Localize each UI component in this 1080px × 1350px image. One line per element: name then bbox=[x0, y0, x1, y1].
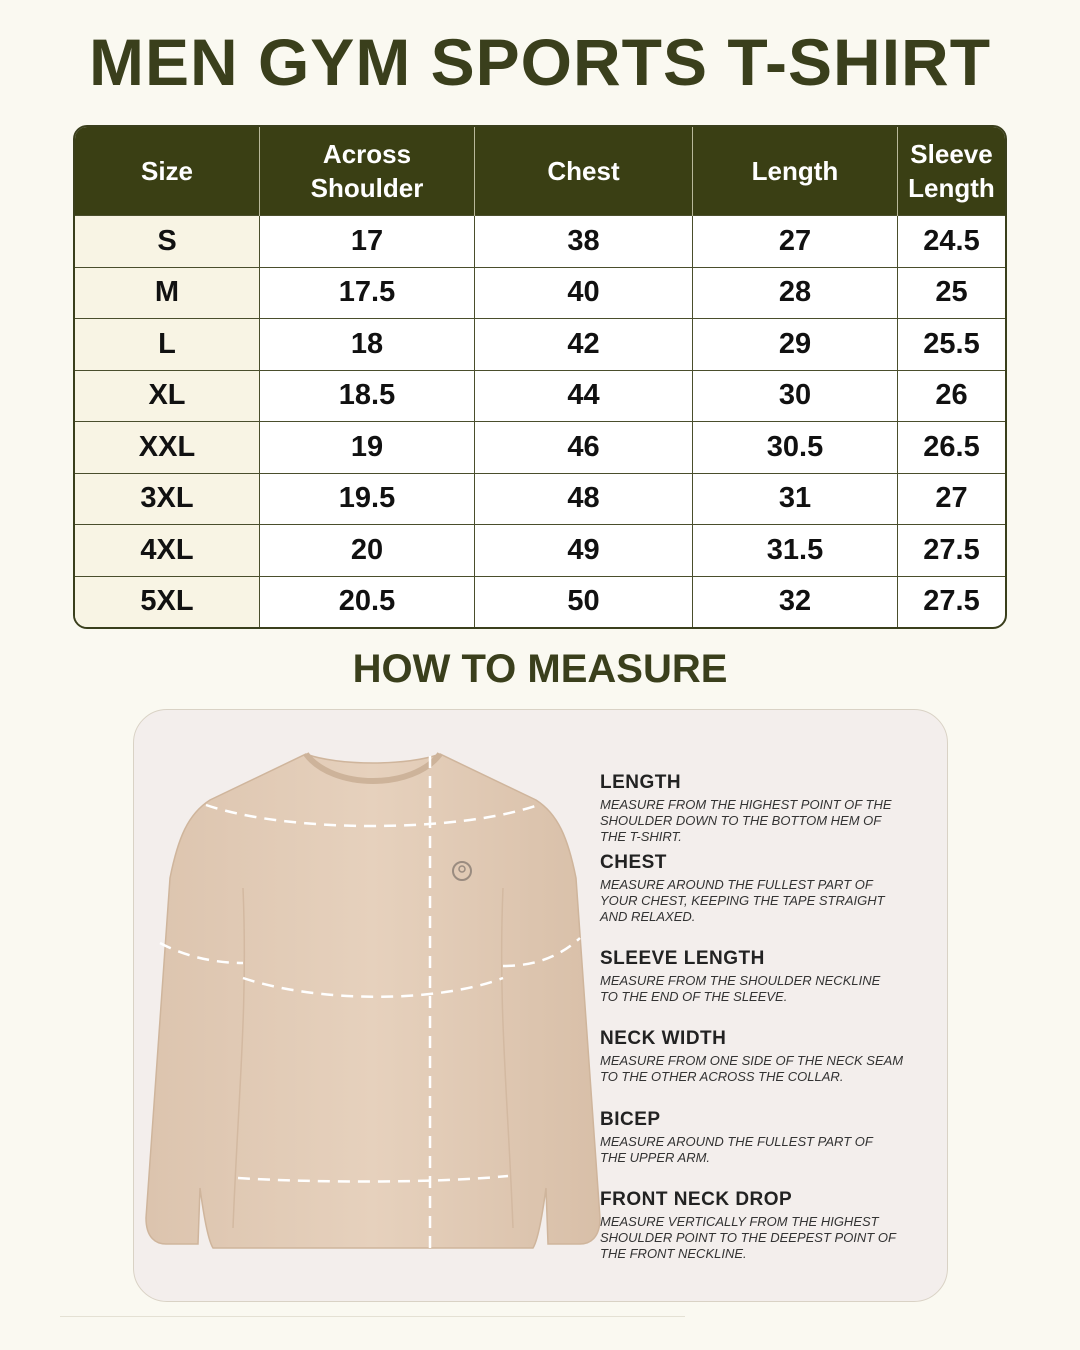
table-row bbox=[75, 422, 1005, 474]
measurement-cell: 27.5 bbox=[898, 525, 1006, 577]
size-chart-table bbox=[73, 125, 1007, 629]
instruction-desc: MEASURE AROUND THE FULLEST PART OF YOUR CHEST, KEEPING THE TAPE STRAIGHT AND RELAXED. bbox=[600, 877, 885, 924]
measurement-cell: 25.5 bbox=[898, 319, 1006, 371]
column-header bbox=[75, 127, 260, 216]
size-cell: L bbox=[75, 319, 260, 371]
size-cell: S bbox=[75, 216, 260, 268]
measurement-cell: 25 bbox=[898, 267, 1006, 319]
tshirt-illustration bbox=[138, 748, 608, 1258]
table-row bbox=[75, 216, 1005, 268]
instruction-neck-width bbox=[600, 1028, 920, 1085]
table-header-row bbox=[75, 127, 1005, 216]
instruction-desc: MEASURE FROM ONE SIDE OF THE NECK SEAM TO THE OTHER ACROSS THE COLLAR. bbox=[600, 1053, 904, 1084]
measurement-cell: 38 bbox=[475, 216, 693, 268]
measurement-cell: 28 bbox=[693, 267, 898, 319]
table-row bbox=[75, 267, 1005, 319]
size-cell: XL bbox=[75, 370, 260, 422]
header-line: Sleeve bbox=[910, 139, 993, 169]
instruction-sleeve-length bbox=[600, 948, 920, 1005]
column-header bbox=[260, 127, 475, 216]
divider bbox=[60, 1316, 685, 1317]
measurement-cell: 46 bbox=[475, 422, 693, 474]
instruction-title: NECK WIDTH bbox=[600, 1028, 727, 1049]
header-line: Length bbox=[908, 173, 995, 203]
table-row bbox=[75, 525, 1005, 577]
table-body bbox=[75, 216, 1005, 628]
measurement-cell: 30 bbox=[693, 370, 898, 422]
instruction-title: SLEEVE LENGTH bbox=[600, 948, 765, 969]
instruction-length bbox=[600, 772, 920, 845]
measurement-cell: 17 bbox=[260, 216, 475, 268]
measurement-cell: 26 bbox=[898, 370, 1006, 422]
measurement-cell: 40 bbox=[475, 267, 693, 319]
header-line: Shoulder bbox=[310, 173, 424, 203]
instruction-desc: MEASURE FROM THE HIGHEST POINT OF THE SHOULDER DOWN TO THE BOTTOM HEM OF THE T-SHIRT. bbox=[600, 797, 892, 844]
measurement-cell: 17.5 bbox=[260, 267, 475, 319]
table-row bbox=[75, 473, 1005, 525]
table-row bbox=[75, 576, 1005, 627]
header-line: Chest bbox=[547, 156, 620, 186]
measurement-cell: 26.5 bbox=[898, 422, 1006, 474]
size-cell: 4XL bbox=[75, 525, 260, 577]
measurement-cell: 19.5 bbox=[260, 473, 475, 525]
measurement-cell: 20 bbox=[260, 525, 475, 577]
instruction-desc: MEASURE AROUND THE FULLEST PART OF THE UPPER ARM. bbox=[600, 1134, 873, 1165]
instruction-title: CHEST bbox=[600, 852, 667, 873]
measurement-cell: 50 bbox=[475, 576, 693, 627]
how-to-measure-heading: HOW TO MEASURE bbox=[352, 647, 728, 691]
measurement-cell: 27 bbox=[693, 216, 898, 268]
measurement-cell: 30.5 bbox=[693, 422, 898, 474]
header-line: Length bbox=[751, 156, 839, 186]
tshirt-body bbox=[146, 754, 600, 1248]
measurement-cell: 31.5 bbox=[693, 525, 898, 577]
header-line: Across bbox=[322, 139, 412, 169]
measurement-cell: 19 bbox=[260, 422, 475, 474]
measurement-cell: 42 bbox=[475, 319, 693, 371]
measurement-cell: 18.5 bbox=[260, 370, 475, 422]
measurement-cell: 29 bbox=[693, 319, 898, 371]
size-cell: 5XL bbox=[75, 576, 260, 627]
measurement-cell: 32 bbox=[693, 576, 898, 627]
instruction-desc: MEASURE FROM THE SHOULDER NECKLINE TO THE END OF THE SLEEVE. bbox=[600, 973, 881, 1004]
instruction-title: BICEP bbox=[600, 1109, 661, 1130]
measurement-cell: 27 bbox=[898, 473, 1006, 525]
instruction-title: LENGTH bbox=[600, 772, 682, 793]
measurement-cell: 18 bbox=[260, 319, 475, 371]
measurement-cell: 44 bbox=[475, 370, 693, 422]
measurement-cell: 49 bbox=[475, 525, 693, 577]
table-row bbox=[75, 319, 1005, 371]
header-line: Size bbox=[140, 156, 194, 186]
instruction-title: FRONT NECK DROP bbox=[600, 1189, 793, 1210]
measurement-cell: 31 bbox=[693, 473, 898, 525]
instruction-front-neck-drop bbox=[600, 1189, 920, 1262]
size-cell: 3XL bbox=[75, 473, 260, 525]
column-header bbox=[693, 127, 898, 216]
column-header bbox=[475, 127, 693, 216]
instruction-desc: MEASURE VERTICALLY FROM THE HIGHEST SHOULDER POINT TO THE DEEPEST POINT OF THE FRONT NECKLINE. bbox=[600, 1214, 896, 1261]
size-cell: M bbox=[75, 267, 260, 319]
page-title: MEN GYM SPORTS T-SHIRT bbox=[88, 25, 992, 99]
measurement-cell: 48 bbox=[475, 473, 693, 525]
table-row bbox=[75, 370, 1005, 422]
measurement-cell: 20.5 bbox=[260, 576, 475, 627]
measurement-cell: 24.5 bbox=[898, 216, 1006, 268]
measurement-cell: 27.5 bbox=[898, 576, 1006, 627]
size-cell: XXL bbox=[75, 422, 260, 474]
column-header bbox=[898, 127, 1006, 216]
instruction-bicep bbox=[600, 1109, 920, 1166]
instruction-chest bbox=[600, 852, 920, 925]
